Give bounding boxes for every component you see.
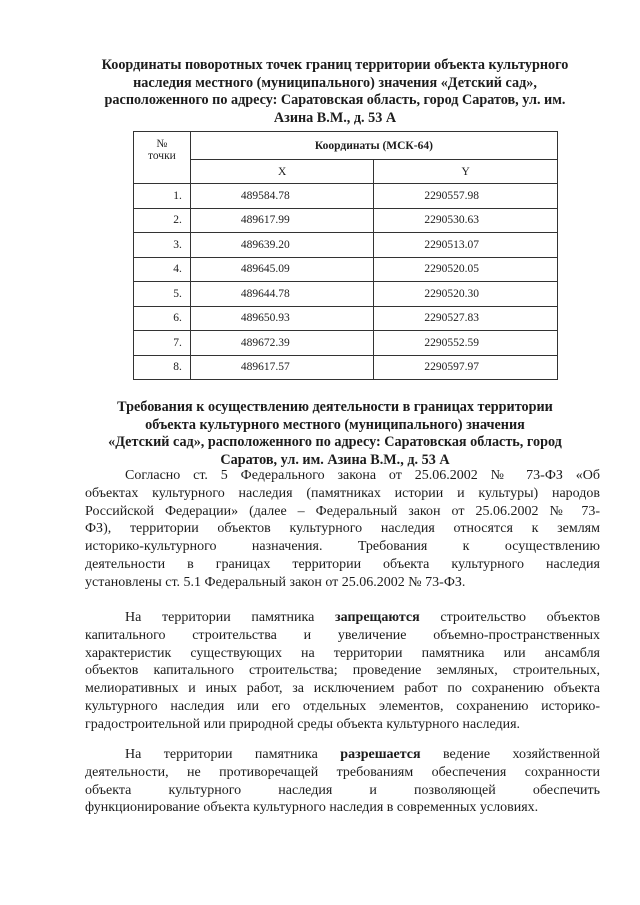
text-line: культурного наследия или его отдельных элементов, сохранению историко- [85, 698, 600, 714]
text-line [85, 746, 600, 764]
table-row [134, 306, 558, 331]
table-row [134, 184, 558, 209]
coord-y: 2290552.59 [374, 331, 558, 356]
coord-y: 2290513.07 [374, 233, 558, 258]
text-fragment: На территории памятника [125, 610, 315, 625]
point-number: 6. [134, 306, 191, 331]
coord-y: 2290520.05 [374, 257, 558, 282]
coord-x: 489639.20 [190, 233, 374, 258]
title-line: Координаты поворотных точек границ территории объекта культурного [101, 57, 569, 73]
table-row [134, 355, 558, 380]
header-point-number: № точки [134, 132, 191, 184]
coord-y: 2290557.98 [374, 184, 558, 209]
point-number: 3. [134, 233, 191, 258]
title-line: «Детский сад», расположенного по адресу: Саратовская область, город [108, 434, 562, 450]
text-line: деятельности в границах территории объекта культурного наследия [85, 556, 600, 572]
coord-x: 489672.39 [190, 331, 374, 356]
table-row [134, 282, 558, 307]
coord-x: 489617.99 [190, 208, 374, 233]
coordinates-table [133, 131, 558, 380]
coord-y: 2290520.30 [374, 282, 558, 307]
table-row [134, 257, 558, 282]
text-line: Российской Федерации» (далее – Федеральный закон от 25.06.2002 № 73- [85, 503, 600, 519]
paragraph-permissions [85, 746, 600, 817]
point-number: 8. [134, 355, 191, 380]
requirements-title [70, 399, 600, 469]
coord-y: 2290530.63 [374, 208, 558, 233]
text-line: градостроительной или природной среды объекта культурного наследия. [85, 716, 521, 732]
text-line: объекта культурного наследия и позволяющей обеспечить [85, 782, 600, 798]
coord-x: 489650.93 [190, 306, 374, 331]
text-line: функционирование объекта культурного наследия в современных условиях. [85, 800, 539, 816]
table-row [134, 208, 558, 233]
title-line: Требования к осуществлению деятельности в границах территории [117, 399, 553, 415]
coord-y: 2290597.97 [374, 355, 558, 380]
point-number: 4. [134, 257, 191, 282]
text-fragment: строительство объектов [440, 610, 601, 625]
title-line: наследия местного (муниципального) значения «Детский сад», [133, 74, 537, 91]
text-line: ФЗ), территории объектов культурного наследия относятся к землям [85, 521, 600, 537]
point-number: 2. [134, 208, 191, 233]
coord-x: 489644.78 [190, 282, 374, 307]
coord-x: 489617.57 [190, 355, 374, 380]
point-number: 7. [134, 331, 191, 356]
title-line: расположенного по адресу: Саратовская область, город Саратов, ул. им. [104, 92, 566, 108]
title-line: объекта культурного местного (муниципального) значения [145, 416, 525, 433]
header-coordinates: Координаты (МСК-64) [190, 132, 557, 160]
table-row [134, 331, 558, 356]
title-line: Саратов, ул. им. Азина В.М., д. 53 А [220, 451, 450, 468]
coord-x: 489584.78 [190, 184, 374, 209]
text-line: объектах культурного наследия (памятниках истории и культуры) народов [85, 485, 600, 501]
coordinates-title [70, 57, 600, 127]
text-line: характеристик существующих на территории памятника или ансамбля [85, 645, 600, 661]
text-line: объектов капитального строительства; проведение земляных, строительных, [85, 663, 600, 679]
header-y: Y [374, 160, 558, 184]
keyword-permitted: разрешается [340, 747, 421, 762]
header-x: X [190, 160, 374, 184]
point-number: 1. [134, 184, 191, 209]
text-line: мелиоративных и иных работ, за исключением работ по сохранению объекта [85, 681, 600, 697]
coord-y: 2290527.83 [374, 306, 558, 331]
text-line: Согласно ст. 5 Федерального закона от 25.06.2002 № 73-ФЗ «Об [125, 468, 600, 483]
text-fragment: На территории памятника [125, 747, 318, 762]
text-line: капитального строительства и увеличение объемно-пространственных [85, 627, 600, 643]
paragraph-prohibitions [85, 609, 600, 734]
coord-x: 489645.09 [190, 257, 374, 282]
text-line: деятельности, не противоречащей требованиям обеспечения сохранности [85, 764, 600, 780]
table-row [134, 233, 558, 258]
text-line [85, 609, 600, 627]
point-number: 5. [134, 282, 191, 307]
title-line: Азина В.М., д. 53 А [273, 109, 397, 126]
text-line: историко-культурного назначения. Требования к осуществлению [85, 539, 600, 555]
text-fragment: ведение хозяйственной [443, 747, 601, 762]
text-line: установлены ст. 5.1 Федеральный закон от 25.06.2002 № 73-ФЗ. [85, 574, 466, 590]
paragraph-legal-basis [85, 467, 600, 592]
keyword-prohibited: запрещаются [335, 610, 420, 625]
